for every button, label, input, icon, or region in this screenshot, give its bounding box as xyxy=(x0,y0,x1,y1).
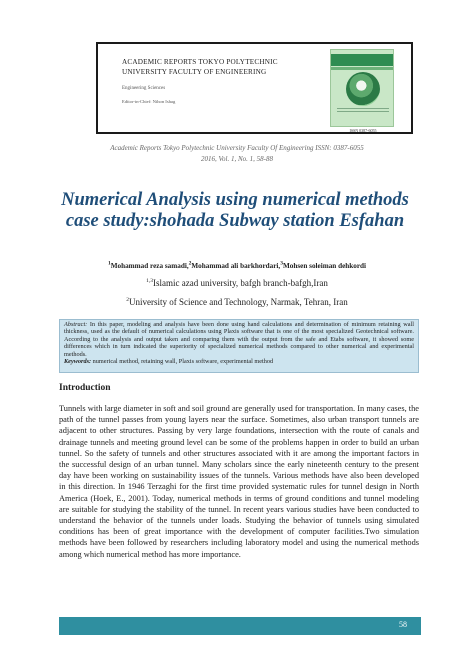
article-title: Numerical Analysis using numerical methods case study:shohada Subway station Esfahan xyxy=(61,190,409,231)
journal-subtitle: Engineering Sciences xyxy=(122,86,166,91)
author-3-name: Mohsen soleiman dehkordi xyxy=(282,262,367,270)
affiliation-1-text: Islamic azad university, bafgh branch-bafgh,Iran xyxy=(153,278,328,288)
journal-title xyxy=(122,57,278,77)
affiliation-2 xyxy=(0,297,474,307)
keywords-label: Keywords: xyxy=(64,358,92,366)
journal-title-line1: ACADEMIC REPORTS TOKYO POLYTECHNIC xyxy=(122,58,278,66)
abstract-label: Abstract: xyxy=(64,321,88,328)
keywords-text: numerical method, retaining wall, Plaxis software, experimental method xyxy=(91,358,274,366)
abstract-box xyxy=(59,319,419,373)
author-2-name: Mohammad ali barkhordari, xyxy=(191,262,281,270)
cover-stripe xyxy=(331,67,393,70)
author-3-sup: 3 xyxy=(280,260,283,267)
page-number: 58 xyxy=(399,620,407,629)
introduction-paragraph: Tunnels with large diameter in soft and soil ground are generally used for transportation. In many cases, the path of the tunnel passes from young layers near the surface. Sometimes, also urban transport tunnels are adjacent to other structures. Passing by very large foundations, intersection with the route of canals and drainage tunnels and meeting ground level can be some of the problems happen in order to build an urban tunnel. So the safety of tunnels and other structures associated with it are among the important factors in the successful design of an urban tunnel. Many scholars since the early nineteenth century to the present day have been working on sustainability issues of the tunnels. Various methods have also been developed in this direction. In 1946 Terzaghi for the first time provided systematic rules for tunnel design in North America (Hoek, E., 2001). Today, numerical methods in terms of ground conditions and tunnel modeling are suitable for studying the stability of the tunnel. In recent years various studies have been conducted to understand the behavior of the tunnels under loads. Studying the behavior of tunnels using simulated conditions has been of great importance with the development of computer facilities.Two simulation methods have been followed by researchers including laboratory model and using the numerical methods among which numerical method has more importance. xyxy=(59,404,419,559)
citation-line1: Academic Reports Tokyo Polytechnic University Faculty Of Engineering ISSN: 0387-6055 xyxy=(110,144,364,152)
citation-line xyxy=(0,143,474,165)
footer-bar xyxy=(59,617,421,635)
author-1-sup: 1 xyxy=(107,260,111,267)
abstract-text: In this paper, modeling and analysis have been done using hand calculations and determination of minimum retaining wall thickness, used as the default of numerical calculations using Plaxis software that is one of the most specialized Geotechnical software. According to the analysis and output taken and comparing them with the output from the safe and Etabs software, it showed some differences which in turn indicated the superiority of specialized numerical methods compared to other numerical and experimental methods. xyxy=(64,321,414,358)
cover-text-lines xyxy=(337,108,389,114)
author-1-name: Mohammad reza samadi, xyxy=(110,262,189,270)
cover-emblem xyxy=(346,72,380,106)
affiliation-1-sup: 1,3 xyxy=(146,278,154,284)
section-heading-introduction: Introduction xyxy=(59,383,111,393)
affiliation-2-text: University of Science and Technology, Narmak, Tehran, Iran xyxy=(128,297,348,307)
affiliation-2-sup: 2 xyxy=(126,297,129,303)
author-list xyxy=(0,262,474,270)
author-2-sup: 2 xyxy=(188,260,192,267)
journal-editor: Editor-in-Chief: Nihon Ishag xyxy=(122,99,176,104)
journal-cover-image xyxy=(330,49,394,127)
journal-header-box xyxy=(96,42,413,134)
citation-line2: 2016, Vol. 1, No. 1, 58-88 xyxy=(201,155,273,163)
journal-title-line2: UNIVERSITY FACULTY OF ENGINEERING xyxy=(122,68,267,76)
journal-issn: ISSN 0387-6055 xyxy=(349,128,377,133)
affiliation-1 xyxy=(0,278,474,288)
cover-band xyxy=(331,54,393,66)
